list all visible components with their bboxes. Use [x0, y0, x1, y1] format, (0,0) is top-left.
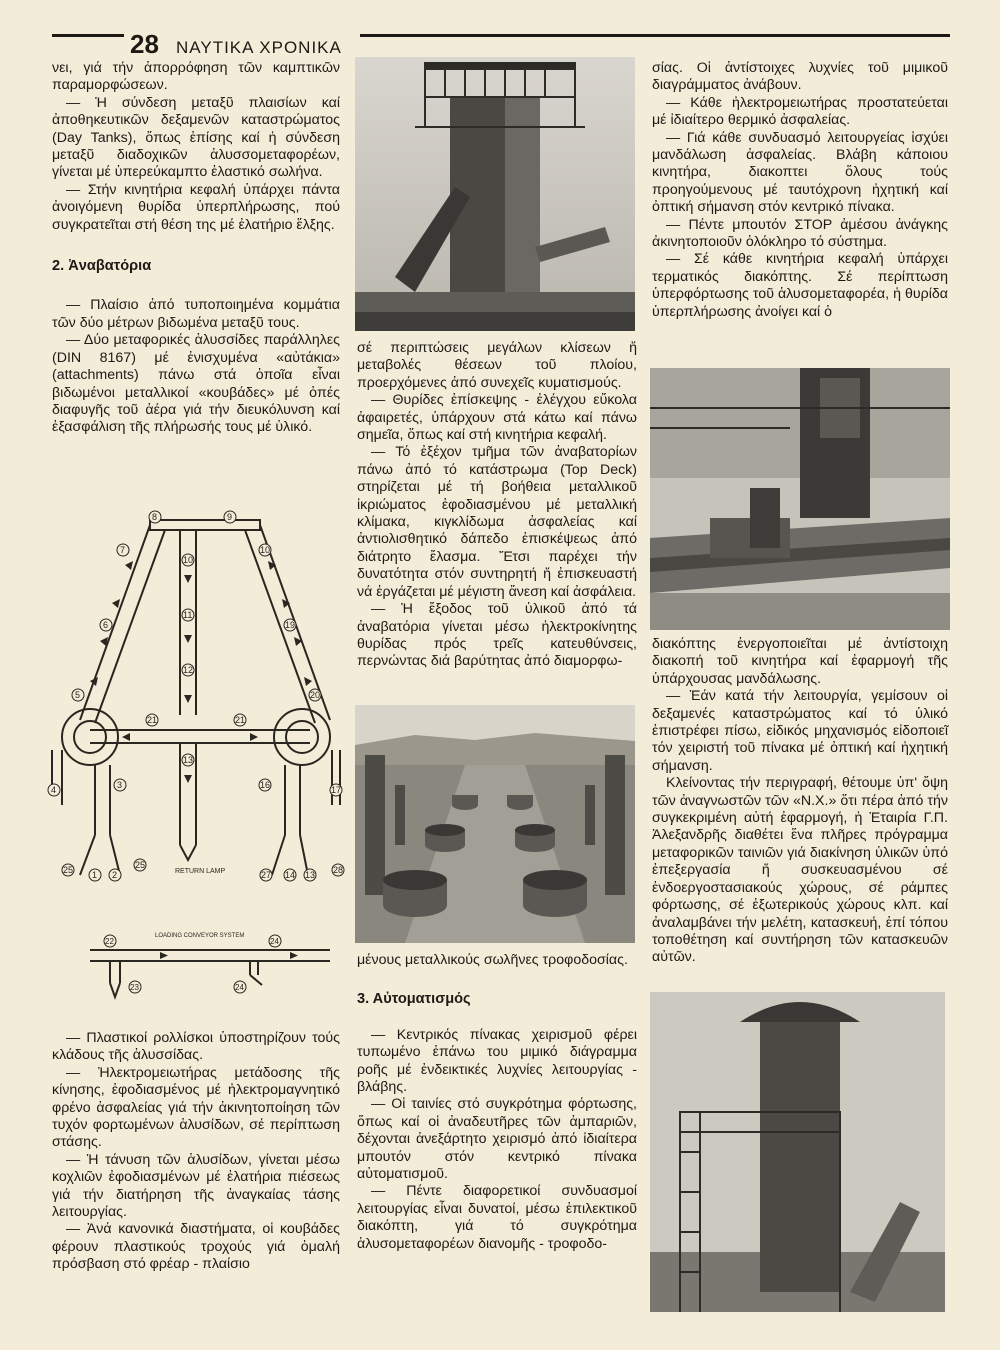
column-2-middle: [357, 340, 637, 671]
paragraph: Κλείνοντας τήν περιγραφή, θέτουμε ὑπ' ὄψη τῶν ἀναγνωστῶν τῶν «Ν.Χ.» ὅτι πέρα ἀπό τήν συγκεκριμένη αὐτή ἐφαρμογή, ἡ Ἑταιρία Γ.Π. Ἀλεξανδρῆς διαθέτει ἕνα πλῆρες πρόγραμμα μεταφορικῶν ταινιῶν γιά διακίνηση ὑλικῶν ὑπό ἐπεξεργασία ἤ συσκευασμένου σέ ἐνδοεργοστασιακούς χώρους, σέ ράμπες φόρτωσης, σέ ἐξωτερικούς χώρους κλπ. καί ἀναλαμβάνει τήν μελέτη, κατασκευή, ἐπί τόπου τοποθέτηση καί συντήρηση τῶν κατασκευῶν αὐτῶν.: [652, 775, 948, 966]
diagram-node: 1: [92, 870, 98, 880]
paragraph: μένους μεταλλικούς σωλῆνες τροφοδοσίας.: [357, 952, 628, 968]
diagram-node: 27: [261, 870, 272, 880]
column-3-top: [652, 60, 948, 321]
paragraph: — Πέντε μπουτόν ΣΤΟΡ ἀμέσου ἀνάγκης ἀκινητοποιοῦν ὁλόκληρο τό σύστημα.: [652, 216, 948, 251]
diagram-node: 25: [135, 860, 146, 870]
diagram-node: 28: [333, 865, 344, 875]
column-3-bottom: [652, 636, 948, 967]
paragraph: — Κάθε ἠλεκτρομειωτήρας προστατεύεται μέ ἰδιαίτερο θερμικό ἀσφαλείας.: [652, 94, 948, 129]
paragraph: σίας. Οἱ ἀντίστοιχες λυχνίες τοῦ μιμικοῦ διαγράμματος ἀνάβουν.: [652, 60, 948, 94]
diagram-node: 10: [183, 555, 194, 565]
diagram-node: 5: [75, 690, 81, 700]
diagram-node: 17: [331, 785, 342, 795]
paragraph: — Κεντρικός πίνακας χειρισμοῦ φέρει τυπωμένο ἐπάνω του μιμικό διάγραμμα ροῆς μέ ἐνδεικτικές λυχνίες λειτουργίας - βλάβης.: [357, 1026, 637, 1096]
conveyor-node: 24: [270, 937, 279, 946]
column-1-bottom: [52, 1030, 340, 1274]
diagram-node: 16: [260, 780, 271, 790]
section-heading: 2. Ἀναβατόρια: [52, 258, 152, 275]
paragraph: — Ἠλεκτρομειωτήρας μετάδοσης τῆς κίνησης, ἐφοδιασμένος μέ ἠλεκτρομαγνητικό φρένο ἀσφαλείας γιά τήν ἀκινητοποίηση τῶν τυχόν φορτωμένων ἁλυσίδων, σέ περίπτωση στάσης.: [52, 1064, 340, 1151]
conveyor-node: 22: [105, 937, 114, 946]
paragraph: νει, γιά τήν ἀπορρόφηση τῶν καμπτικῶν παραμορφώσεων.: [52, 60, 340, 94]
diagram-node: 10: [260, 545, 271, 555]
diagram-node: 13: [305, 870, 316, 880]
photo-ship-deck: [355, 705, 635, 943]
column-1-top: [52, 60, 340, 437]
diagram-node: 19: [285, 620, 296, 630]
diagram-return-label: RETURN LAMP: [175, 868, 226, 875]
conveyor-node: 24: [235, 983, 244, 992]
diagram-node: 9: [227, 512, 233, 522]
header-rule-left: [52, 34, 124, 37]
paragraph: — Ἀνά κανονικά διαστήματα, οἱ κουβάδες φέρουν πλαστικούς τροχούς γιά ὁμαλή πρόσβαση στό φρέαρ - πλαίσιο: [52, 1221, 340, 1273]
loading-conveyor-diagram: [90, 925, 350, 1005]
diagram-node: 11: [183, 610, 193, 620]
paragraph: — Ἡ ἔξοδος τοῦ ὑλικοῦ ἀπό τά ἀναβατόρια γίνεται μέσω ἠλεκτροκίνητης θυρίδας πρός τρεῖς κατευθύνσεις, περνώντας διά βαρύτητας ἀπό διαμορφω-: [357, 601, 637, 670]
diagram-node: 4: [51, 785, 57, 795]
paragraph: — Δύο μεταφορικές ἁλυσσίδες παράλληλες (DIN 8167) μέ ἐνισχυμένα «αὐτάκια» (attachments) πάνω στά ὁποῖα εἶναι βιδωμένοι μεταλλικοί «κουβάδες» μέ ὀπές διαφυγῆς τοῦ ἀέρα γιά τήν διευκόλυνση καί ἐξασφάλιση τῆς πλήρωσής τους μέ ὑλικό.: [52, 332, 340, 436]
paragraph: — Πλαστικοί ρολλίσκοι ὑποστηρίζουν τούς κλάδους τῆς ἁλυσσίδας.: [52, 1030, 340, 1064]
paragraph: — Πέντε διαφορετικοί συνδυασμοί λειτουργίας εἶναι δυνατοί, μέσω ἐπιλεκτικοῦ διακόπτη, γιά τό συγκρότημα ἁλυσομεταφορέων διανομῆς - τροφοδο-: [357, 1183, 637, 1252]
magazine-title: ΝΑΥΤΙΚΑ ΧΡΟΝΙΚΑ: [176, 38, 342, 57]
paragraph: — Γιά κάθε συνδυασμό λειτουργείας ἰσχύει μανδάλωση ἀσφαλείας. Βλάβη κάποιου κινητήρα, διακοπτει ὅλους τούς προηγούμενους μέ ταυτόχρονη ἠχητική καί ὀπτική σήμανση στόν κεντρικό πίνακα.: [652, 129, 948, 216]
paragraph: — Ἐάν κατά τήν λειτουργία, γεμίσουν οἱ δεξαμενές καταστρώματος καί τό ὑλικό ἐπιστρέφει πίσω, εἰδικός μηχανισμός εἰδοποιεῖ τόν χειριστή τοῦ πίνακα μέ ὀπτική καί ἠχητική σήμανση.: [652, 688, 948, 774]
diagram-node: 7: [120, 545, 126, 555]
paragraph: διακόπτης ἐνεργοποιεῖται μέ ἀντίστοιχη διακοπή τοῦ κινητήρα καί ἐφαρμογή τῆς ὑπάρχουσας μανδάλωσης.: [652, 636, 948, 687]
section-heading: 3. Αὐτοματισμός: [357, 991, 471, 1008]
paragraph: — Τό ἐξέχον τμῆμα τῶν ἀναβατορίων πάνω ἀπό τό κατάστρωμα (Top Deck) στηρίζεται μέ τή βοήθεια μεταλλικοῦ ἰκριώματος ἐφοδιασμένου μέ μεταλλική κλίμακα, κιγκλίδωμα ἀσφαλείας καί ἀντιολισθητικό δάπεδο ἐπισκέψεως ἀπό διάτρητο ἔλασμα. Ἔτσι παρέχει τήν δυνατότητα στόν συντηρητή ἤ ἐπισκευαστή νά ἐργάζεται μέ μέγιστη ἄνεση καί ἀσφάλεια.: [357, 444, 637, 600]
conveyor-label: LOADING CONVEYOR SYSTEM: [155, 933, 245, 939]
diagram-node: 13: [183, 755, 194, 765]
header-rule-right: [360, 34, 950, 37]
diagram-node: 21: [235, 715, 246, 725]
paragraph: — Ἡ τάνυση τῶν ἁλυσίδων, γίνεται μέσω κοχλιῶν ἐφοδιασμένων μέ ἐλατήρια πιέσεως γιά τήν διατήρηση τῆς ἀναγκαίας τάσης λειτουργίας.: [52, 1151, 340, 1221]
diagram-node: 6: [103, 620, 109, 630]
diagram-node: 3: [117, 780, 123, 790]
paragraph: — Στήν κινητήρια κεφαλή ὑπάρχει πάντα ἀνοιγόμενη θυρίδα ὑπερπλήρωσης, πού συγκρατεῖται στή θέση της μέ ἐλατήριο ἕλξης.: [52, 181, 340, 233]
diagram-node: 14: [285, 870, 296, 880]
diagram-node: 25: [63, 865, 74, 875]
photo-conveyor-head: [650, 368, 950, 630]
paragraph: — Ἡ σύνδεση μεταξῦ πλαισίων καί ἀποθηκευτικῶν δεξαμενῶν καταστρώματος (Day Tanks), ὅπως ἐπίσης καί ἡ σύνδεση μεταξῦ διαδοχικῶν ἁλυσσομεταφορέων, γίνεται μέ ὑπερεύκαμπτο ἐλαστικό σωλήνα.: [52, 94, 340, 181]
paragraph: σέ περιπτώσεις μεγάλων κλίσεων ἤ μεταβολές θέσεων τοῦ πλοίου, προερχόμενες ἀπό συνεχεῖς κυματισμούς.: [357, 340, 637, 391]
diagram-node: 21: [147, 715, 158, 725]
paragraph: — Πλαίσιο ἀπό τυποποιημένα κομμάτια τῶν δύο μέτρων βιδωμένα μεταξῦ τους.: [52, 297, 340, 331]
paragraph: — Οἱ ταινίες στό συγκρότημα φόρτωσης, ὅπως καί οἱ ἀναδευτῆρες τῶν ἀμπαριῶν, δέχονται ἀνεξάρτητο χειρισμό ἀπό ἰδιαίτερα μπουτόν στόν κεντρικό πίνακα αὐτοματισμοῦ.: [357, 1096, 637, 1183]
diagram-node: 8: [152, 512, 158, 522]
photo-elevator-ladder: [650, 992, 945, 1312]
photo-elevator-tower: [355, 57, 635, 331]
diagram-node: 20: [310, 690, 321, 700]
conveyor-node: 23: [130, 983, 139, 992]
paragraph: — Θυρίδες ἐπίσκεψης - ἐλέγχου εὔκολα ἀφαιρετές, ὑπάρχουν στά κάτω καί πάνω σημεῖα, ὅπως καί στή κινητήρια κεφαλή.: [357, 392, 637, 444]
diagram-node: 2: [112, 870, 118, 880]
diagram-node: 12: [183, 665, 194, 675]
elevator-flow-diagram: [40, 505, 350, 885]
page-number: 28: [130, 29, 159, 59]
paragraph: — Σέ κάθε κινητήρια κεφαλή ὑπάρχει τερματικός διακόπτης. Σέ περίπτωση ὑπερφόρτωσης τοῦ ἁλυσομεταφορέα, ἡ θυρίδα ὑπερπλήρωσης ἀνοίγει καί ὁ: [652, 251, 948, 320]
column-2-bottom: [357, 952, 637, 1253]
